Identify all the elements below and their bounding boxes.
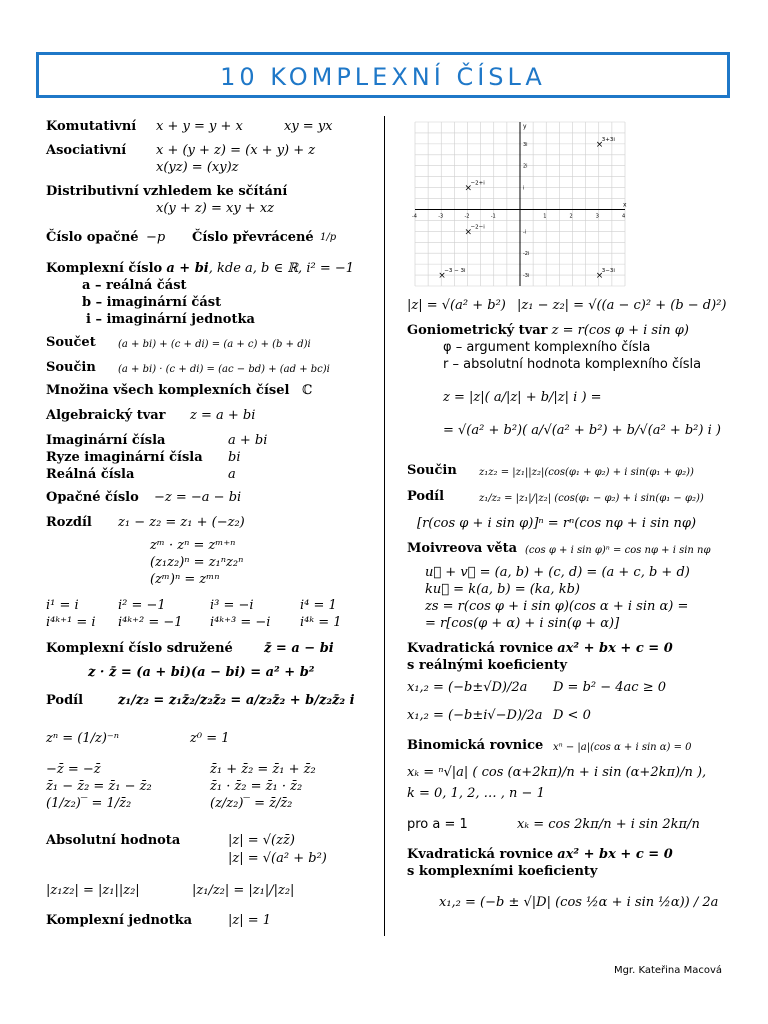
podil-right-f: z₁/z₂ = |z₁|/|z₂| (cos(φ₁ − φ₂) + i sin(φ₁ − φ₂)) (479, 493, 704, 504)
absolutni-f1: |z| = √(zz̄) (228, 833, 295, 848)
point-marker: × (595, 139, 604, 150)
binom-k: k = 0, 1, 2, … , n − 1 (407, 786, 545, 801)
algebraicky-f: z = a + bi (190, 408, 256, 423)
podil-right-label: Podíl (407, 489, 445, 504)
sdr-d: z̄₁ · z̄₂ = z̄₁ · z̄₂ (210, 779, 303, 794)
gonio-l1: φ – argument komplexního čísla (443, 340, 651, 355)
absolutni-label: Absolutní hodnota (46, 833, 181, 848)
soucin-right-label: Součin (407, 463, 457, 478)
imag-block (46, 432, 268, 483)
jednotka-row (46, 912, 272, 929)
moivre-label: Moivreova věta (407, 541, 518, 556)
graph-points (438, 137, 615, 281)
gonio-e1: z = |z|( a/|z| + b/|z| i ) = (443, 390, 602, 405)
realna-cast: a – reálná část (82, 278, 187, 293)
absprop-row (46, 882, 295, 899)
zn-f2: z⁰ = 1 (190, 731, 230, 746)
sdr-e: (1/z₂)‾ = 1/z̄₂ (46, 796, 132, 811)
y-tick-label: 2i (523, 163, 528, 170)
kvadr2-label2: s komplexními koeficienty (407, 864, 598, 879)
complex-plane-graph (407, 116, 633, 292)
kvadr2-block (407, 846, 718, 911)
kvadr2-label: Kvadratická rovnice (407, 847, 554, 862)
podil-label: Podíl (46, 693, 84, 708)
opacne2-f: −z = −a − bi (154, 490, 242, 505)
absolutni-f2: |z| = √(a² + b²) (228, 851, 327, 866)
imag-label: Imaginární čísla (46, 433, 166, 448)
asociativni-f2: x(yz) = (xy)z (156, 160, 239, 175)
point-label: 3+3i (601, 136, 615, 143)
kvadr1-d2: D < 0 (553, 708, 591, 723)
gonio-e2: = √(a² + b²)( a/√(a² + b²) + b/√(a² + b²) i ) (443, 423, 721, 438)
title-box (36, 52, 730, 98)
moivre-f: (cos φ + i sin φ)ⁿ = cos nφ + i sin nφ (525, 545, 711, 556)
komplexni-row (46, 260, 354, 328)
imaginarni-jednotka: i – imaginární jednotka (86, 312, 255, 327)
soucet-row (46, 334, 311, 351)
opacne-label: Číslo opačné (46, 230, 139, 245)
kvadr1-f: ax² + bx + c = 0 (557, 641, 673, 656)
sdruzene-row (46, 640, 334, 680)
moc-row (417, 515, 696, 532)
mnozina-label: Množina všech komplexních čísel (46, 383, 290, 398)
absolutni-row (46, 832, 327, 866)
distributivni-row (46, 183, 288, 216)
point-label: 3−3i (601, 268, 615, 275)
jednotka-label: Komplexní jednotka (46, 913, 193, 928)
zn-f1: zⁿ = (1/z)⁻ⁿ (46, 731, 120, 746)
kvadr1-x1: x₁,₂ = (−b±√D)/2a (407, 680, 528, 695)
y-tick-label: -i (523, 229, 527, 236)
jednotka-f: |z| = 1 (228, 913, 272, 928)
distributivni-label: Distributivní vzhledem ke sčítání (46, 184, 288, 199)
komutativni-f2: xy = yx (284, 119, 333, 134)
ryze-f: bi (228, 450, 241, 465)
vek-f3: zs = r(cos φ + i sin φ)(cos α + i sin α) = (425, 599, 689, 614)
point-marker: × (464, 183, 473, 194)
opacne2-row (46, 489, 242, 506)
point-label: −2+i (470, 180, 485, 187)
x-tick-label: 3 (595, 213, 599, 220)
soucin-label: Součin (46, 360, 96, 375)
vek-block (425, 564, 690, 632)
mnozina-f: ℂ (302, 383, 313, 398)
komutativni-label: Komutativní (46, 119, 137, 134)
distributivni-f1: x(y + z) = xy + xz (156, 201, 274, 216)
mocniny-f2: (z₁z₂)ⁿ = z₁ⁿz₂ⁿ (150, 555, 244, 570)
sdr-a: −z̄ = −z̄ (46, 762, 101, 777)
binom-block (407, 737, 706, 833)
ipow-block (46, 597, 342, 630)
soucet-f: (a + bi) + (c + di) = (a + c) + (b + d)i (118, 339, 311, 350)
asociativni-f1: x + (y + z) = (x + y) + z (156, 143, 316, 158)
soucin-f: (a + bi) · (c + di) = (ac − bd) + (ad + bc)i (118, 364, 330, 375)
sdruzene-label: Komplexní číslo sdružené (46, 641, 233, 656)
page-title: 10 KOMPLEXNÍ ČÍSLA (220, 63, 546, 91)
sdr-c: z̄₁ − z̄₂ = z̄₁ − z̄₂ (46, 779, 152, 794)
footer-author: Mgr. Kateřina Macová (613, 965, 722, 976)
abs-right-f1: |z| = √(a² + b²) (407, 298, 506, 313)
podil-row (46, 692, 355, 709)
sdruzene-f2: z · z̄ = (a + bi)(a − bi) = a² + b² (88, 665, 315, 680)
vek-f4: = r[cos(φ + α) + i sin(φ + α)] (425, 616, 620, 631)
rozdil-label: Rozdíl (46, 515, 92, 530)
komplexni-f: a + bi (166, 261, 209, 276)
ipow-b: i² = −1 (118, 598, 166, 613)
abs-right-row (407, 297, 727, 314)
ryze-label: Ryze imaginární čísla (46, 450, 203, 465)
gonio-label: Goniometrický tvar (407, 323, 548, 338)
ipow-e: i⁴ᵏ⁺¹ = i (46, 615, 96, 630)
opacne2-label: Opačné číslo (46, 490, 139, 505)
podil-f: z₁/z₂ = z₁z̄₂/z₂z̄₂ = a/z₂z̄₂ + b/z₂z̄₂ i (118, 693, 355, 708)
ipow-h: i⁴ᵏ = 1 (300, 615, 342, 630)
kvadr2-f: ax² + bx + c = 0 (557, 847, 673, 862)
binom-f: xⁿ − |a|(cos α + i sin α) = 0 (553, 742, 692, 753)
mocniny-block (150, 537, 243, 588)
algebraicky-row (46, 407, 256, 424)
asociativni-label: Asociativní (46, 143, 127, 158)
x-tick-label: 4 (622, 213, 626, 220)
rozdil-row (46, 514, 245, 531)
soucin-right-f: z₁z₂ = |z₁||z₂|(cos(φ₁ + φ₂) + i sin(φ₁ + φ₂)) (479, 467, 694, 478)
imag-f: a + bi (228, 433, 268, 448)
ipow-d: i⁴ = 1 (300, 598, 337, 613)
sdr-block (46, 761, 316, 812)
sdr-f: (z/z₂)‾ = z̄/z̄₂ (210, 796, 293, 811)
realna-label: Reálná čísla (46, 467, 135, 482)
binom-label: Binomická rovnice (407, 738, 544, 753)
rozdil-f: z₁ − z₂ = z₁ + (−z₂) (118, 515, 245, 530)
graph-axes (415, 122, 625, 286)
binom-pro: pro a = 1 (407, 817, 468, 832)
vek-f1: u⃗ + v⃗ = (a, b) + (c, d) = (a + c, b + d) (425, 565, 690, 580)
kvadr1-d1: D = b² − 4ac ≥ 0 (553, 680, 667, 695)
y-tick-label: 3i (523, 141, 528, 148)
x-axis-label: x (623, 201, 627, 209)
point-marker: × (464, 227, 473, 238)
mnozina-row (46, 382, 313, 399)
point-marker: × (595, 271, 604, 282)
kvadr1-label2: s reálnými koeficienty (407, 658, 568, 673)
sdruzene-f: z̄ = a − bi (264, 641, 334, 656)
absprop-f2: |z₁/z₂| = |z₁|/|z₂| (192, 883, 295, 898)
binom-x: xₖ = ⁿ√|a| ( cos (α+2kπ)/n + i sin (α+2kπ)/n ), (407, 765, 707, 780)
x-tick-label: -3 (438, 213, 444, 220)
y-tick-label: -3i (523, 273, 530, 280)
prevracene-label: Číslo převrácené (192, 230, 314, 245)
kvadr1-label: Kvadratická rovnice (407, 641, 554, 656)
moivre-row (407, 540, 711, 557)
column-divider (384, 116, 385, 936)
zn-row (46, 730, 230, 747)
mocniny-f1: zᵐ · zⁿ = zᵐ⁺ⁿ (150, 538, 236, 553)
point-label: −2−i (470, 224, 485, 231)
kvadr2-x: x₁,₂ = (−b ± √|D| (cos ½α + i sin ½α)) / 2a (439, 895, 719, 910)
komplexni-rest: , kde a, b ∈ ℝ, i² = −1 (208, 261, 355, 276)
komutativni-f1: x + y = y + x (156, 119, 243, 134)
y-tick-label: i (523, 185, 525, 192)
point-label: −3 − 3i (444, 268, 466, 275)
binom-prof: xₖ = cos 2kπ/n + i sin 2kπ/n (517, 817, 700, 832)
absprop-f1: |z₁z₂| = |z₁||z₂| (46, 883, 140, 898)
x-tick-label: 1 (543, 213, 547, 220)
asociativni-row (46, 142, 316, 175)
imaginarni-cast: b – imaginární část (82, 295, 222, 310)
abs-right-f2: |z₁ − z₂| = √((a − c)² + (b − d)²) (517, 298, 727, 313)
komplexni-label: Komplexní číslo (46, 261, 163, 276)
moc-f: [r(cos φ + i sin φ)]ⁿ = rⁿ(cos nφ + i sin nφ) (417, 516, 697, 531)
komutativni-row (46, 118, 333, 135)
algebraicky-label: Algebraický tvar (46, 408, 166, 423)
prevracene-f: 1/p (320, 232, 337, 243)
realna-f: a (228, 467, 236, 482)
x-tick-label: -4 (412, 213, 417, 220)
opacne-f: −p (146, 230, 166, 245)
soucin-right-row (407, 462, 694, 479)
x-tick-label: -1 (490, 213, 496, 220)
vek-f2: ku⃗ = k(a, b) = (ka, kb) (425, 582, 580, 597)
y-tick-label: -2i (523, 251, 530, 258)
soucet-label: Součet (46, 335, 96, 350)
kvadr1-x2: x₁,₂ = (−b±i√−D)/2a (407, 708, 543, 723)
ipow-g: i⁴ᵏ⁺³ = −i (210, 615, 271, 630)
gonio-f: z = r(cos φ + i sin φ) (551, 323, 689, 338)
mocniny-f3: (zᵐ)ⁿ = zᵐⁿ (150, 572, 220, 587)
opacne-row (46, 229, 337, 246)
soucin-row (46, 359, 330, 376)
x-tick-label: 2 (569, 213, 573, 220)
gonio-l2: r – absolutní hodnota komplexního čísla (443, 357, 702, 372)
ipow-c: i³ = −i (210, 598, 254, 613)
x-tick-label: -2 (464, 213, 470, 220)
ipow-a: i¹ = i (46, 598, 79, 613)
kvadr1-block (407, 640, 673, 724)
y-axis-label: y (523, 123, 527, 130)
point-marker: × (438, 271, 446, 282)
gonio-block (407, 322, 721, 439)
ipow-f: i⁴ᵏ⁺² = −1 (118, 615, 183, 630)
podil-right-row (407, 488, 704, 505)
sdr-b: z̄₁ + z̄₂ = z̄₁ + z̄₂ (210, 762, 316, 777)
